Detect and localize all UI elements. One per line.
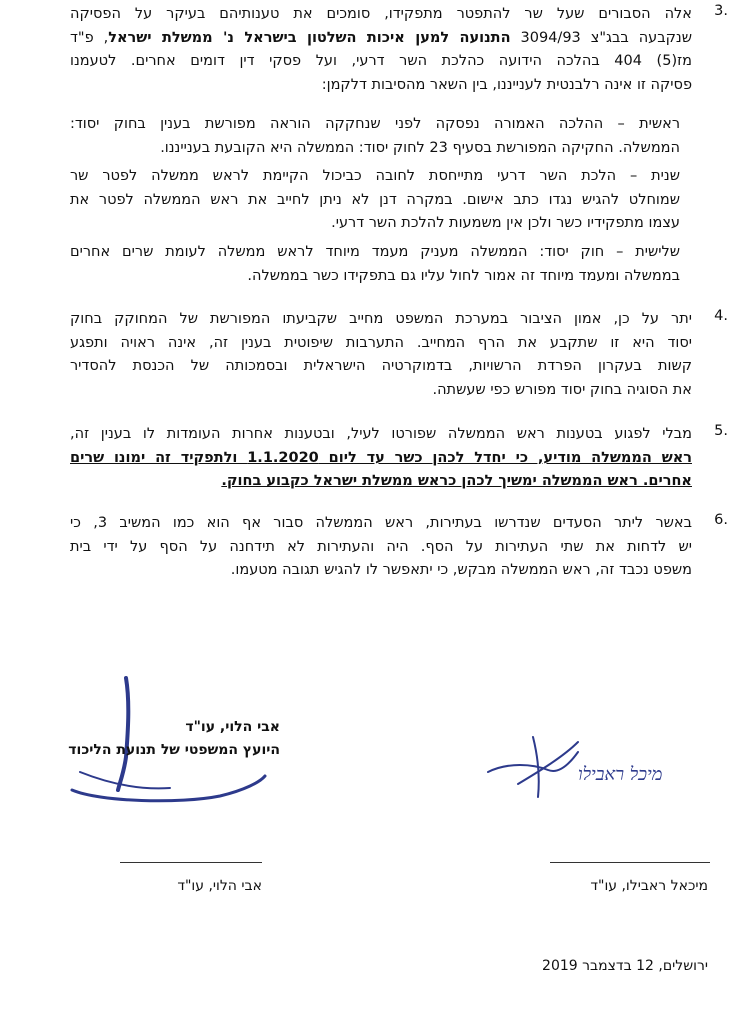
signature-line-right [550, 862, 710, 863]
paragraph-line: מז(5) 404 בהלכה הידועה כהלכת השר דרעי, ועל פסקי דין דומים אחרים. לטעמנו [70, 53, 692, 70]
signature-caption-left: אבי הלוי, עו"ד [177, 878, 262, 894]
sub-point-third [70, 241, 680, 288]
sub-point-line: ראשית – ההלכה האמורה נפסקה לפני שנחקקה הוראה מפורשת בענין בחוק יסוד: [70, 116, 680, 132]
sub-point-line: שלישית – חוק יסוד: הממשלה מעניק מעמד מיוחד לראש ממשלה לעומת שרים אחרים [70, 244, 680, 260]
announcement-line-bold: אחרים. ראש הממשלה ימשיך לכהן כראש ממשלת ישראל כקבוע בחוק. [221, 473, 692, 490]
sub-point-line: שמוחלט להגיש נגדו כתב אישום. במקרה דנן לא ניתן לחייב את ראש הממשלה לפטר את [70, 191, 680, 208]
paragraph-4 [70, 308, 728, 402]
paragraph-3 [70, 3, 728, 97]
paragraph-line: מבלי לפגוע בטענות ראש הממשלה שפורטו לעיל, ובטענות אחרות העומדות לו בענין זה, [70, 426, 692, 442]
signer-title: היועץ המשפטי של תנועת הליכוד [68, 742, 280, 758]
paragraph-5 [70, 423, 728, 494]
signer-name: אבי הלוי, עו"ד [185, 719, 280, 735]
paragraph-line: יש לדחות את שתי העתירות על הסף. היה והעתירות לא תידחנה על הסף על ידי בית [70, 538, 692, 555]
paragraph-line: קשות בעקרון הפרדת הרשויות, בדמוקרטיה הישראלית ובסמכותה של הכנסת להסדיר [70, 358, 692, 375]
signature-line-left [120, 862, 262, 863]
paragraph-line: משפט נכבד זה, ראש הממשלה מבקש, כי יתאפשר לו להגיש תגובה מטעמו. [230, 562, 692, 579]
paragraph-line-with-case [70, 27, 692, 51]
paragraph-line: את הסוגיה בחוק יסוד מפורש כפי שעשתה. [432, 381, 692, 398]
paragraph-line: אלה הסבורים שעל שר להתפטר מתפקידו, סומכים את טענותיהם בעיקר על הפסיקה [70, 6, 692, 22]
sub-point-line: עצמו מתפקידיו כשר ולכן אין משמעות להלכת השר דרעי. [331, 215, 680, 232]
paragraph-number: .3 [714, 3, 728, 19]
signature-block [18, 716, 280, 762]
handwritten-name: מיכל ראבילו [578, 764, 663, 785]
paragraph-line: יסוד היא זו שתקבע את הרף המחייב. התערבות שיפוטית בענין זה, אינה ראויה ותפגע [70, 334, 692, 351]
case-name-bold: התנועה למען איכות השלטון בישראל נ' ממשלת ישראל [108, 29, 511, 46]
paragraph-number: .5 [714, 423, 728, 439]
sub-point-line: שנית – הלכת השר דרעי מתייחסת לחובה כביכול הקיימת לראש ממשלה לפטר שר [70, 168, 680, 184]
signature-caption-right: מיכאל ראבילו, עו"ד [590, 878, 708, 894]
announcement-line-bold: ראש הממשלה מודיע, כי יחדל לכהן כשר עד ליום 1.1.2020 ולתפקיד זה ימונו שרים [70, 449, 692, 466]
case-ref-text: שנקבעה בבג"צ 3094/93 [510, 29, 692, 46]
sub-point-line: הממשלה. החקיקה המפורשת בסעיף 23 לחוק יסוד: הממשלה היא הקובעת בענייננו. [160, 139, 680, 156]
date-line: ירושלים, 12 בדצמבר 2019 [542, 958, 708, 974]
sub-point-second [70, 165, 680, 236]
sub-point-line: בממשלה ומעמד מיוחד זה אמור לחול עליו גם בתפקידו כשר בממשלה. [247, 267, 680, 284]
handwritten-signature-right [478, 722, 668, 802]
paragraph-line: פסיקה זו אינה רלבנטית לענייננו, בין השאר מהסיבות דלקמן: [321, 76, 692, 93]
paragraph-line: יתר על כן, אמון הציבור במערכת המשפט מחייב שקביעתו המפורשת של המחוקק בחוק [70, 311, 692, 327]
paragraph-number: .6 [714, 512, 728, 528]
paragraph-6 [70, 512, 728, 583]
paragraph-number: .4 [714, 308, 728, 324]
case-ref-tail: , פ"ד [70, 29, 109, 46]
sub-point-first [70, 113, 680, 160]
paragraph-line: באשר ליתר הסעדים שנדרשו בעתירות, ראש הממשלה סבור אף הוא כמו המשיב 3, כי [70, 515, 692, 531]
